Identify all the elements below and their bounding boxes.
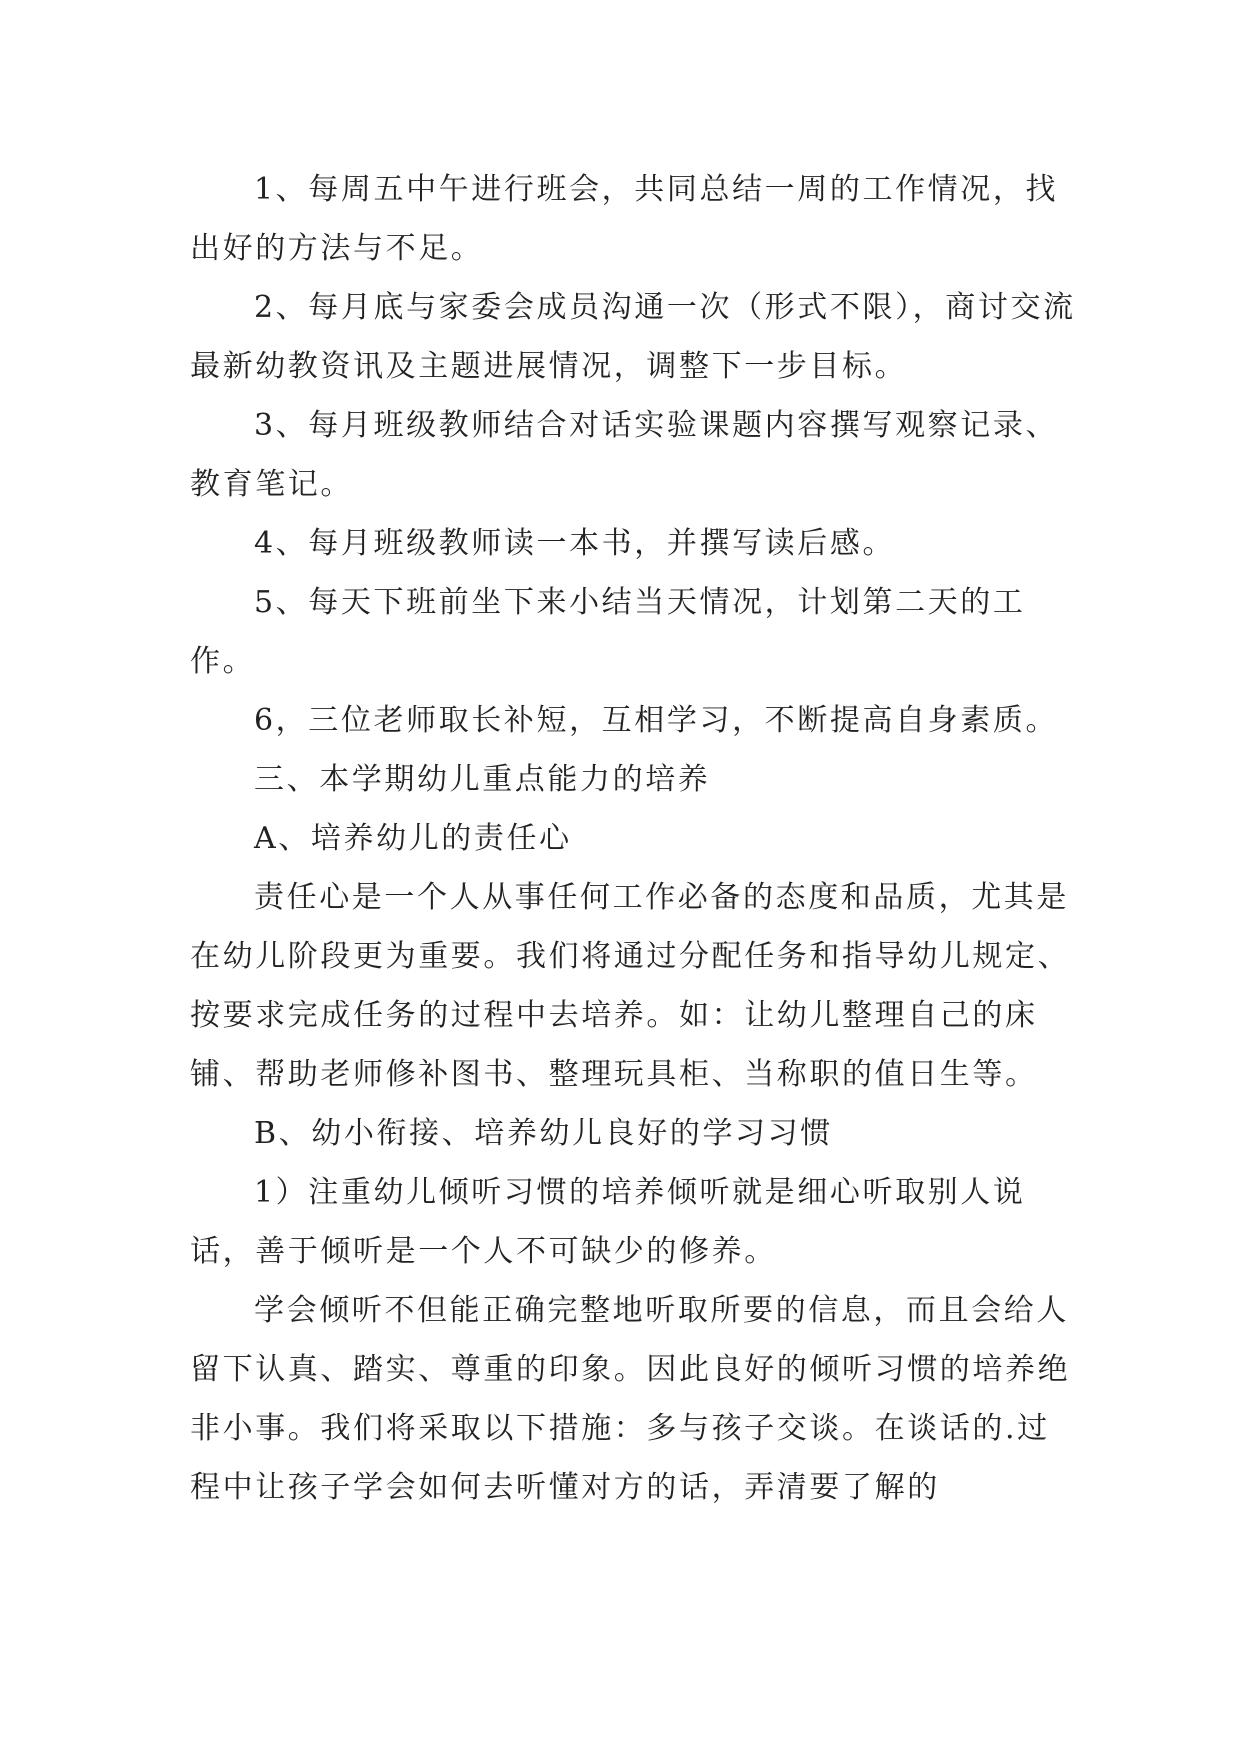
subsection-heading-a: A、培养幼儿的责任心	[254, 821, 572, 856]
paragraph-item-5: 5、每天下班前坐下来小结当天情况，计划第二天的工作。	[190, 585, 1026, 679]
paragraph-responsibility: 责任心是一个人从事任何工作必备的态度和品质，尤其是在幼儿阶段更为重要。我们将通过分配任务和指导幼儿规定、按要求完成任务的过程中去培养。如：让幼儿整理自己的床铺、帮助老师修补图书、整理玩具柜、当称职的值日生等。	[190, 880, 1071, 1092]
paragraph-listening-measures: 学会倾听不但能正确完整地听取所要的信息，而且会给人留下认真、踏实、尊重的印象。因此良好的倾听习惯的培养绝非小事。我们将采取以下措施：多与孩子交谈。在谈话的.过程中让孩子学会如何去听懂对方的话，弄清要了解的	[190, 1293, 1071, 1505]
paragraph-listening-habit: 1）注重幼儿倾听习惯的培养倾听就是细心听取别人说话，善于倾听是一个人不可缺少的修养。	[190, 1175, 1026, 1269]
subsection-heading-b: B、幼小衔接、培养幼儿良好的学习习惯	[254, 1116, 833, 1151]
paragraph-item-4: 4、每月班级教师读一本书，并撰写读后感。	[254, 526, 896, 561]
section-heading: 三、本学期幼儿重点能力的培养	[254, 762, 711, 797]
paragraph-item-3: 3、每月班级教师结合对话实验课题内容撰写观察记录、教育笔记。	[190, 408, 1059, 502]
document-body	[190, 160, 1080, 1517]
paragraph-item-6: 6，三位老师取长补短，互相学习，不断提高自身素质。	[254, 703, 1059, 738]
paragraph-item-1: 1、每周五中午进行班会，共同总结一周的工作情况，找出好的方法与不足。	[190, 172, 1059, 266]
paragraph-item-2: 2、每月底与家委会成员沟通一次（形式不限），商讨交流最新幼教资讯及主题进展情况，调整下一步目标。	[190, 290, 1076, 384]
